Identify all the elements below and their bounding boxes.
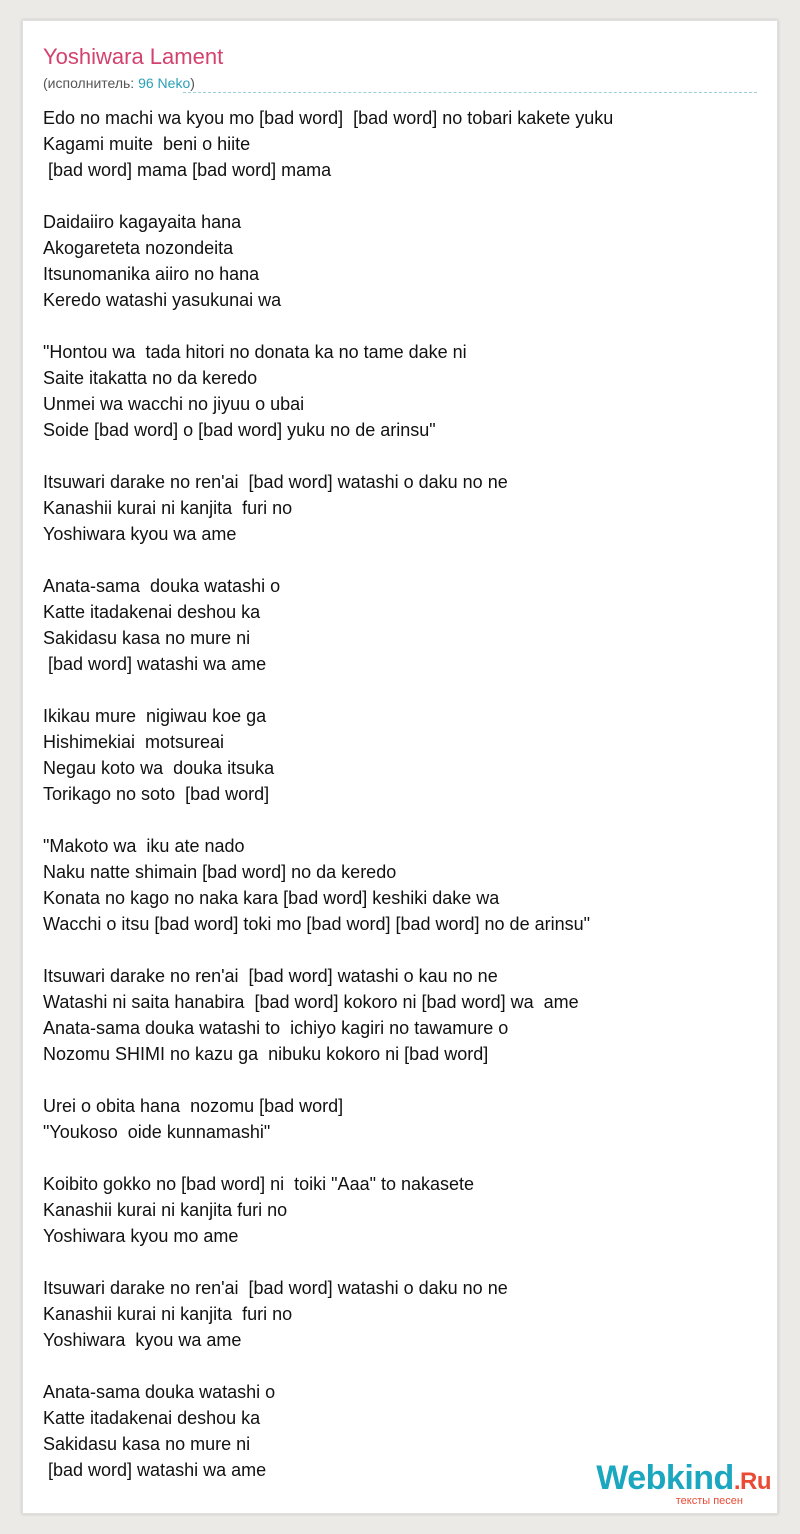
lyric-line: Kanashii kurai ni kanjita furi no [43,1200,288,1220]
lyric-line: Negau koto wa douka itsuka [43,758,275,778]
lyric-line [43,807,763,833]
lyric-line: Sakidasu kasa no mure ni [43,1434,251,1454]
lyric-line [43,1353,763,1379]
lyric-line: Yoshiwara kyou wa ame [43,1330,242,1350]
logo-tld: .Ru [733,1468,771,1495]
lyric-line: Wacchi o itsu [bad word] toki mo [bad word] [bad word] no de arinsu" [43,914,590,934]
lyric-line [43,677,763,703]
lyric-line: "Makoto wa iku ate nado [43,836,245,856]
lyric-line: [bad word] watashi wa ame [43,654,267,674]
lyric-line: [bad word] mama [bad word] mama [43,160,332,180]
lyric-line: Edo no machi wa kyou mo [bad word] [bad word] no tobari kakete yuku [43,108,614,128]
lyric-line: Koibito gokko no [bad word] ni toiki "Aaa" to nakasete [43,1174,475,1194]
lyrics-card [22,20,778,1514]
lyric-line: Naku natte shimain [bad word] no da keredo [43,862,397,882]
lyric-line [43,1145,763,1171]
lyric-line: Kanashii kurai ni kanjita furi no [43,498,293,518]
lyric-line: "Hontou wa tada hitori no donata ka no tame dake ni [43,342,467,362]
lyric-line: Katte itadakenai deshou ka [43,602,261,622]
lyric-line: Urei o obita hana nozomu [bad word] [43,1096,344,1116]
lyric-line: Konata no kago no naka kara [bad word] keshiki dake wa [43,888,500,908]
lyric-line: Katte itadakenai deshou ka [43,1408,261,1428]
lyric-line: Anata-sama douka watashi o [43,1382,276,1402]
lyric-line: "Youkoso oide kunnamashi" [43,1122,271,1142]
lyric-line [43,313,763,339]
lyric-line: Akogareteta nozondeita [43,238,234,258]
lyric-line: Kagami muite beni o hiite [43,134,251,154]
lyric-line [43,937,763,963]
lyric-line: Ikikau mure nigiwau koe ga [43,706,267,726]
lyric-line: Yoshiwara kyou wa ame [43,524,237,544]
lyric-line: Torikago no soto [bad word] [43,784,270,804]
lyric-line [43,1249,763,1275]
lyric-line: Itsunomanika aiiro no hana [43,264,260,284]
lyric-line: [bad word] watashi wa ame [43,1460,267,1480]
song-title: Yoshiwara Lament [43,44,224,69]
lyric-line: Sakidasu kasa no mure ni [43,628,251,648]
logo-wordmark [596,1461,771,1499]
lyrics-text [43,105,763,1483]
artist-suffix: ) [190,75,195,91]
lyric-line: Yoshiwara kyou mo ame [43,1226,239,1246]
lyric-line [43,443,763,469]
title-divider [183,92,757,93]
lyric-line: Nozomu SHIMI no kazu ga nibuku kokoro ni [bad word] [43,1044,489,1064]
artist-line [43,74,195,92]
lyric-line: Unmei wa wacchi no jiyuu o ubai [43,394,305,414]
lyric-line: Anata-sama douka watashi o [43,576,281,596]
lyric-line [43,547,763,573]
lyric-line [43,1067,763,1093]
artist-link[interactable]: 96 Neko [138,75,191,91]
site-logo[interactable] [596,1461,771,1507]
artist-prefix: (исполнитель: [43,75,139,91]
lyric-line: Anata-sama douka watashi to ichiyo kagiri no tawamure o [43,1018,509,1038]
lyric-line: Saite itakatta no da keredo [43,368,258,388]
lyric-line: Itsuwari darake no ren'ai [bad word] watashi o kau no ne [43,966,498,986]
lyric-line: Itsuwari darake no ren'ai [bad word] watashi o daku no ne [43,1278,508,1298]
lyric-line: Hishimekiai motsureai [43,732,225,752]
lyric-line: Itsuwari darake no ren'ai [bad word] watashi o daku no ne [43,472,508,492]
lyric-line [43,183,763,209]
lyric-line: Kanashii kurai ni kanjita furi no [43,1304,293,1324]
logo-subtitle: тексты песен [675,1495,743,1507]
lyric-line: Watashi ni saita hanabira [bad word] kokoro ni [bad word] wa ame [43,992,579,1012]
logo-main-text: Webkind [596,1459,734,1497]
lyric-line: Soide [bad word] o [bad word] yuku no de arinsu" [43,420,436,440]
lyric-line: Daidaiiro kagayaita hana [43,212,242,232]
lyric-line: Keredo watashi yasukunai wa [43,290,282,310]
